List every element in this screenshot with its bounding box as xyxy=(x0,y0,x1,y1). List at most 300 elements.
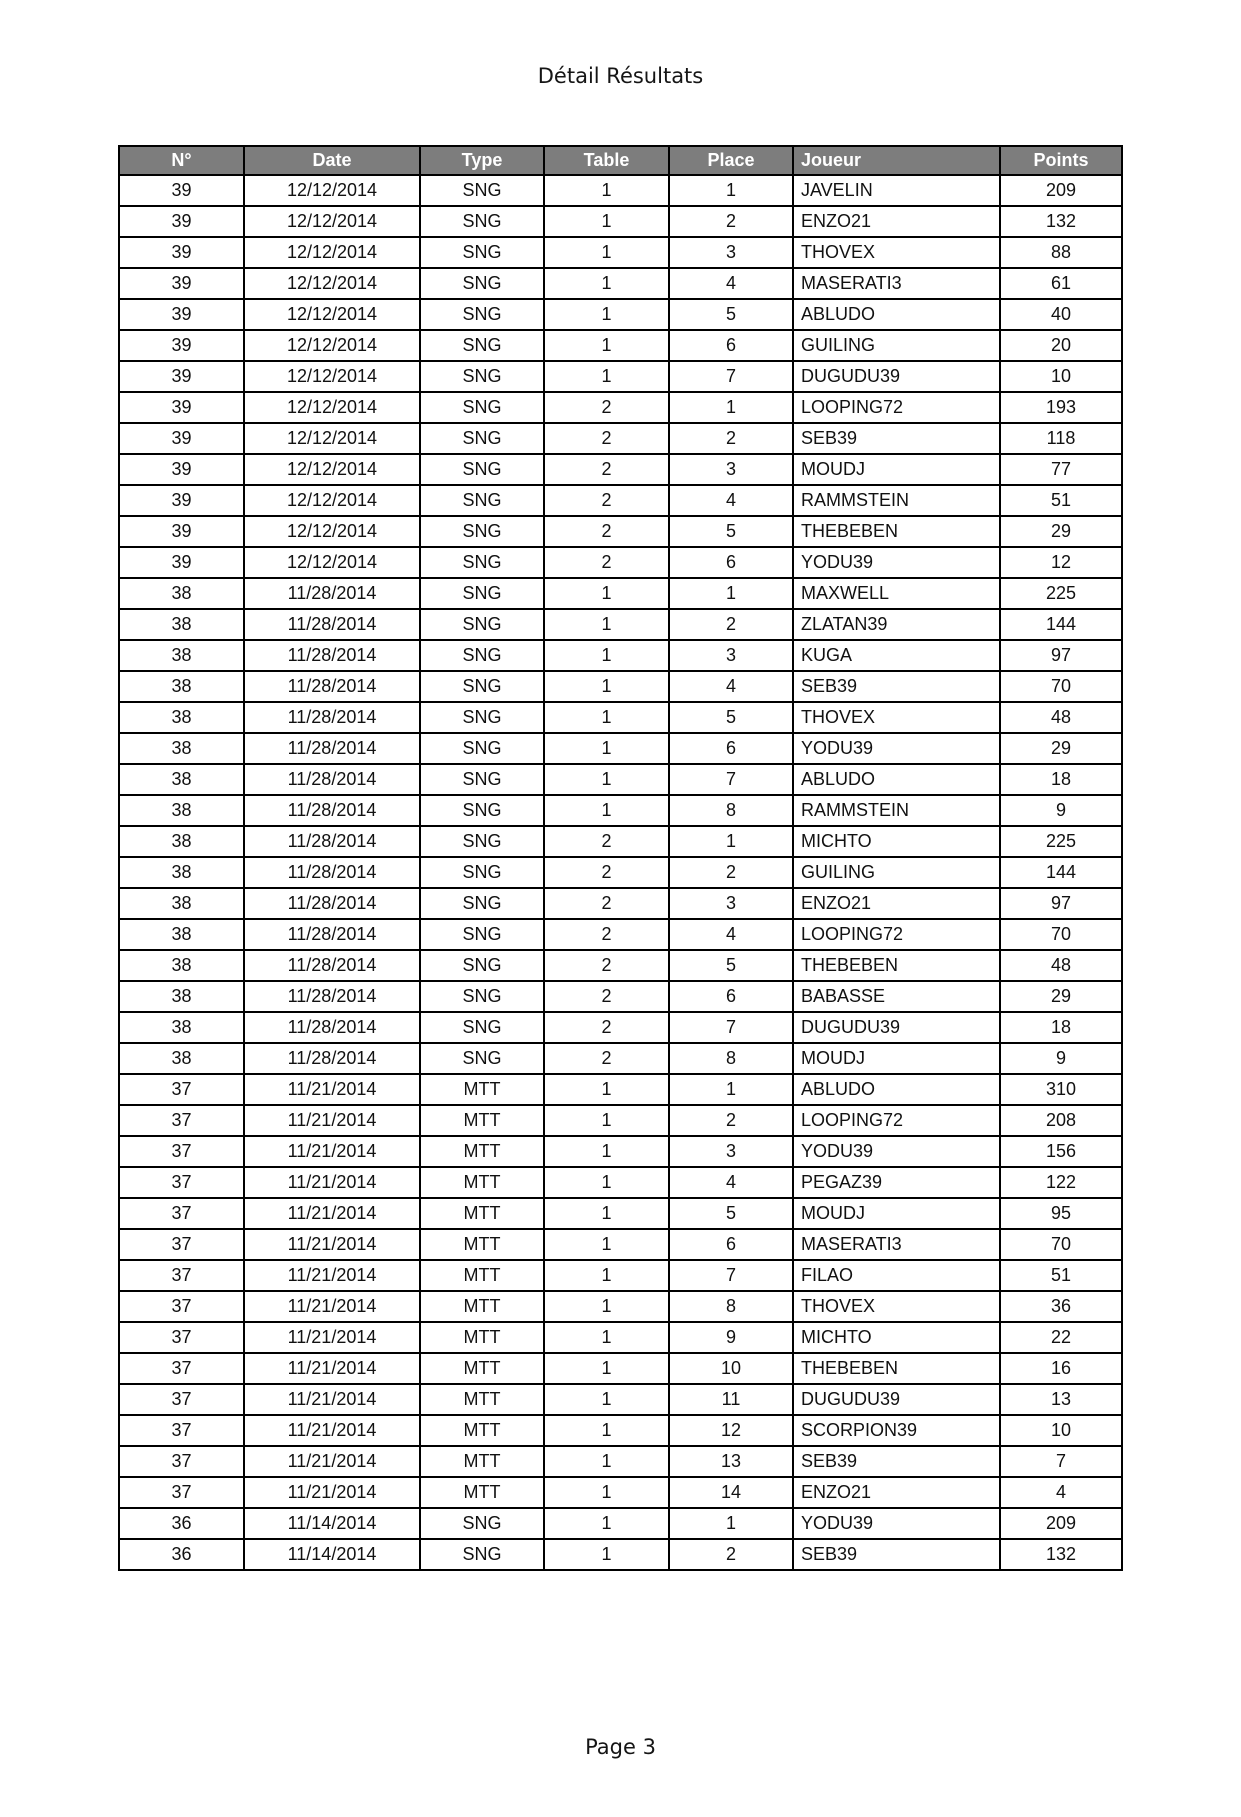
cell-table: 1 xyxy=(544,1167,669,1198)
table-row xyxy=(119,609,1122,640)
cell-place: 7 xyxy=(669,361,793,392)
cell-type: SNG xyxy=(420,826,544,857)
cell-table: 2 xyxy=(544,857,669,888)
cell-table: 1 xyxy=(544,1446,669,1477)
cell-type: SNG xyxy=(420,1012,544,1043)
cell-points: 95 xyxy=(1000,1198,1122,1229)
cell-date: 11/28/2014 xyxy=(244,764,420,795)
cell-points: 9 xyxy=(1000,795,1122,826)
table-row xyxy=(119,981,1122,1012)
cell-points: 97 xyxy=(1000,888,1122,919)
cell-table: 1 xyxy=(544,764,669,795)
cell-num: 37 xyxy=(119,1415,244,1446)
table-row xyxy=(119,1136,1122,1167)
cell-points: 61 xyxy=(1000,268,1122,299)
cell-num: 38 xyxy=(119,733,244,764)
cell-date: 12/12/2014 xyxy=(244,454,420,485)
cell-joueur: GUILING xyxy=(793,330,1000,361)
cell-table: 2 xyxy=(544,1043,669,1074)
cell-joueur: FILAO xyxy=(793,1260,1000,1291)
cell-points: 29 xyxy=(1000,981,1122,1012)
cell-num: 39 xyxy=(119,361,244,392)
cell-table: 2 xyxy=(544,423,669,454)
table-row xyxy=(119,206,1122,237)
cell-joueur: BABASSE xyxy=(793,981,1000,1012)
page-footer: Page 3 xyxy=(585,1735,656,1759)
cell-type: MTT xyxy=(420,1291,544,1322)
cell-date: 11/21/2014 xyxy=(244,1260,420,1291)
cell-type: MTT xyxy=(420,1136,544,1167)
cell-joueur: YODU39 xyxy=(793,547,1000,578)
cell-type: SNG xyxy=(420,206,544,237)
cell-joueur: ABLUDO xyxy=(793,764,1000,795)
cell-place: 1 xyxy=(669,1508,793,1539)
column-header-num: N° xyxy=(119,146,244,175)
table-row xyxy=(119,299,1122,330)
cell-joueur: THOVEX xyxy=(793,1291,1000,1322)
cell-table: 1 xyxy=(544,1322,669,1353)
cell-points: 193 xyxy=(1000,392,1122,423)
cell-joueur: RAMMSTEIN xyxy=(793,795,1000,826)
cell-num: 38 xyxy=(119,671,244,702)
cell-place: 12 xyxy=(669,1415,793,1446)
cell-num: 38 xyxy=(119,640,244,671)
cell-date: 11/21/2014 xyxy=(244,1415,420,1446)
cell-type: SNG xyxy=(420,857,544,888)
cell-num: 38 xyxy=(119,578,244,609)
cell-type: SNG xyxy=(420,1539,544,1570)
cell-points: 48 xyxy=(1000,702,1122,733)
table-row xyxy=(119,1384,1122,1415)
cell-points: 12 xyxy=(1000,547,1122,578)
cell-points: 18 xyxy=(1000,1012,1122,1043)
page-title: Détail Résultats xyxy=(537,64,704,88)
cell-joueur: SEB39 xyxy=(793,423,1000,454)
cell-type: SNG xyxy=(420,454,544,485)
cell-points: 48 xyxy=(1000,950,1122,981)
cell-num: 39 xyxy=(119,485,244,516)
cell-date: 12/12/2014 xyxy=(244,361,420,392)
cell-place: 3 xyxy=(669,454,793,485)
cell-joueur: THEBEBEN xyxy=(793,516,1000,547)
cell-date: 11/21/2014 xyxy=(244,1384,420,1415)
cell-table: 1 xyxy=(544,1508,669,1539)
column-header-table: Table xyxy=(544,146,669,175)
cell-table: 1 xyxy=(544,1198,669,1229)
cell-place: 6 xyxy=(669,733,793,764)
cell-place: 11 xyxy=(669,1384,793,1415)
cell-type: SNG xyxy=(420,237,544,268)
cell-num: 38 xyxy=(119,857,244,888)
column-header-points: Points xyxy=(1000,146,1122,175)
cell-joueur: MASERATI3 xyxy=(793,268,1000,299)
table-row xyxy=(119,1508,1122,1539)
cell-num: 37 xyxy=(119,1198,244,1229)
table-row xyxy=(119,1291,1122,1322)
cell-type: SNG xyxy=(420,361,544,392)
cell-num: 37 xyxy=(119,1291,244,1322)
cell-joueur: KUGA xyxy=(793,640,1000,671)
cell-num: 39 xyxy=(119,454,244,485)
cell-table: 2 xyxy=(544,919,669,950)
cell-table: 1 xyxy=(544,1229,669,1260)
cell-type: SNG xyxy=(420,1043,544,1074)
cell-table: 1 xyxy=(544,237,669,268)
cell-num: 39 xyxy=(119,330,244,361)
cell-table: 1 xyxy=(544,361,669,392)
cell-joueur: THEBEBEN xyxy=(793,950,1000,981)
cell-num: 39 xyxy=(119,237,244,268)
cell-joueur: LOOPING72 xyxy=(793,1105,1000,1136)
cell-type: SNG xyxy=(420,330,544,361)
cell-num: 38 xyxy=(119,950,244,981)
cell-place: 5 xyxy=(669,1198,793,1229)
cell-type: SNG xyxy=(420,1508,544,1539)
cell-place: 5 xyxy=(669,702,793,733)
cell-type: MTT xyxy=(420,1384,544,1415)
cell-table: 1 xyxy=(544,330,669,361)
table-row xyxy=(119,175,1122,206)
column-header-date: Date xyxy=(244,146,420,175)
cell-joueur: DUGUDU39 xyxy=(793,1012,1000,1043)
cell-date: 11/21/2014 xyxy=(244,1198,420,1229)
cell-place: 8 xyxy=(669,1291,793,1322)
cell-place: 1 xyxy=(669,1074,793,1105)
table-row xyxy=(119,547,1122,578)
cell-joueur: ENZO21 xyxy=(793,888,1000,919)
cell-table: 1 xyxy=(544,1415,669,1446)
table-row xyxy=(119,950,1122,981)
cell-type: SNG xyxy=(420,671,544,702)
cell-date: 11/21/2014 xyxy=(244,1446,420,1477)
cell-type: MTT xyxy=(420,1105,544,1136)
table-row xyxy=(119,1229,1122,1260)
cell-date: 11/28/2014 xyxy=(244,578,420,609)
cell-num: 38 xyxy=(119,795,244,826)
cell-num: 38 xyxy=(119,1012,244,1043)
cell-joueur: YODU39 xyxy=(793,1508,1000,1539)
cell-table: 1 xyxy=(544,702,669,733)
cell-points: 310 xyxy=(1000,1074,1122,1105)
cell-place: 8 xyxy=(669,1043,793,1074)
cell-date: 11/28/2014 xyxy=(244,733,420,764)
table-body xyxy=(119,175,1122,1570)
cell-joueur: MICHTO xyxy=(793,826,1000,857)
cell-place: 5 xyxy=(669,516,793,547)
cell-type: MTT xyxy=(420,1322,544,1353)
table-row xyxy=(119,1012,1122,1043)
table-row xyxy=(119,237,1122,268)
table-row xyxy=(119,733,1122,764)
cell-table: 2 xyxy=(544,1012,669,1043)
cell-date: 11/21/2014 xyxy=(244,1477,420,1508)
cell-type: SNG xyxy=(420,640,544,671)
cell-table: 2 xyxy=(544,981,669,1012)
cell-date: 11/28/2014 xyxy=(244,950,420,981)
cell-type: MTT xyxy=(420,1415,544,1446)
table-row xyxy=(119,423,1122,454)
cell-joueur: GUILING xyxy=(793,857,1000,888)
cell-joueur: LOOPING72 xyxy=(793,919,1000,950)
cell-points: 122 xyxy=(1000,1167,1122,1198)
table-row xyxy=(119,1260,1122,1291)
cell-num: 37 xyxy=(119,1105,244,1136)
cell-joueur: THOVEX xyxy=(793,702,1000,733)
cell-date: 11/21/2014 xyxy=(244,1229,420,1260)
cell-points: 51 xyxy=(1000,1260,1122,1291)
cell-joueur: JAVELIN xyxy=(793,175,1000,206)
table-row xyxy=(119,764,1122,795)
table-row xyxy=(119,1198,1122,1229)
cell-table: 1 xyxy=(544,1353,669,1384)
cell-type: SNG xyxy=(420,516,544,547)
cell-place: 2 xyxy=(669,1539,793,1570)
cell-place: 4 xyxy=(669,485,793,516)
cell-date: 11/21/2014 xyxy=(244,1322,420,1353)
table-row xyxy=(119,1043,1122,1074)
cell-points: 13 xyxy=(1000,1384,1122,1415)
cell-num: 39 xyxy=(119,423,244,454)
cell-place: 13 xyxy=(669,1446,793,1477)
cell-type: SNG xyxy=(420,423,544,454)
table-row xyxy=(119,826,1122,857)
cell-table: 1 xyxy=(544,1260,669,1291)
cell-date: 12/12/2014 xyxy=(244,485,420,516)
cell-table: 2 xyxy=(544,950,669,981)
cell-num: 37 xyxy=(119,1446,244,1477)
cell-type: MTT xyxy=(420,1198,544,1229)
cell-date: 12/12/2014 xyxy=(244,423,420,454)
table-row xyxy=(119,702,1122,733)
table-row xyxy=(119,671,1122,702)
cell-points: 209 xyxy=(1000,175,1122,206)
cell-table: 2 xyxy=(544,485,669,516)
cell-points: 51 xyxy=(1000,485,1122,516)
cell-type: SNG xyxy=(420,609,544,640)
cell-place: 1 xyxy=(669,175,793,206)
cell-type: MTT xyxy=(420,1477,544,1508)
cell-joueur: MAXWELL xyxy=(793,578,1000,609)
cell-num: 38 xyxy=(119,609,244,640)
table-row xyxy=(119,578,1122,609)
cell-type: SNG xyxy=(420,485,544,516)
cell-num: 38 xyxy=(119,764,244,795)
cell-points: 22 xyxy=(1000,1322,1122,1353)
cell-type: SNG xyxy=(420,702,544,733)
cell-num: 37 xyxy=(119,1477,244,1508)
cell-table: 1 xyxy=(544,640,669,671)
cell-table: 1 xyxy=(544,609,669,640)
table-row xyxy=(119,330,1122,361)
cell-type: SNG xyxy=(420,268,544,299)
table-row xyxy=(119,1353,1122,1384)
cell-joueur: ABLUDO xyxy=(793,1074,1000,1105)
cell-place: 6 xyxy=(669,1229,793,1260)
cell-type: SNG xyxy=(420,733,544,764)
cell-points: 118 xyxy=(1000,423,1122,454)
cell-points: 70 xyxy=(1000,1229,1122,1260)
cell-joueur: PEGAZ39 xyxy=(793,1167,1000,1198)
cell-num: 37 xyxy=(119,1074,244,1105)
cell-place: 4 xyxy=(669,671,793,702)
cell-table: 2 xyxy=(544,392,669,423)
cell-place: 7 xyxy=(669,1260,793,1291)
cell-points: 208 xyxy=(1000,1105,1122,1136)
cell-place: 1 xyxy=(669,392,793,423)
table-header xyxy=(119,146,1122,175)
cell-place: 3 xyxy=(669,237,793,268)
cell-type: SNG xyxy=(420,919,544,950)
table-header-row xyxy=(119,146,1122,175)
cell-place: 10 xyxy=(669,1353,793,1384)
cell-place: 6 xyxy=(669,330,793,361)
cell-place: 7 xyxy=(669,764,793,795)
cell-points: 144 xyxy=(1000,609,1122,640)
cell-joueur: ABLUDO xyxy=(793,299,1000,330)
cell-date: 11/28/2014 xyxy=(244,640,420,671)
cell-date: 11/21/2014 xyxy=(244,1291,420,1322)
cell-date: 11/21/2014 xyxy=(244,1105,420,1136)
cell-points: 4 xyxy=(1000,1477,1122,1508)
cell-points: 225 xyxy=(1000,578,1122,609)
cell-date: 11/28/2014 xyxy=(244,1043,420,1074)
cell-place: 6 xyxy=(669,981,793,1012)
cell-date: 11/21/2014 xyxy=(244,1074,420,1105)
cell-points: 156 xyxy=(1000,1136,1122,1167)
cell-num: 36 xyxy=(119,1539,244,1570)
cell-points: 97 xyxy=(1000,640,1122,671)
cell-points: 36 xyxy=(1000,1291,1122,1322)
table-row xyxy=(119,1446,1122,1477)
cell-points: 209 xyxy=(1000,1508,1122,1539)
cell-place: 5 xyxy=(669,950,793,981)
cell-table: 1 xyxy=(544,1291,669,1322)
table-row xyxy=(119,640,1122,671)
cell-date: 11/28/2014 xyxy=(244,702,420,733)
table-row xyxy=(119,1477,1122,1508)
cell-points: 20 xyxy=(1000,330,1122,361)
table-row xyxy=(119,454,1122,485)
cell-num: 37 xyxy=(119,1322,244,1353)
table-row xyxy=(119,268,1122,299)
cell-type: MTT xyxy=(420,1353,544,1384)
cell-date: 11/21/2014 xyxy=(244,1136,420,1167)
cell-joueur: SEB39 xyxy=(793,671,1000,702)
cell-num: 39 xyxy=(119,392,244,423)
cell-table: 1 xyxy=(544,1136,669,1167)
cell-place: 2 xyxy=(669,206,793,237)
cell-table: 1 xyxy=(544,1384,669,1415)
cell-table: 1 xyxy=(544,671,669,702)
cell-num: 38 xyxy=(119,888,244,919)
cell-table: 1 xyxy=(544,268,669,299)
cell-joueur: ENZO21 xyxy=(793,1477,1000,1508)
cell-num: 38 xyxy=(119,1043,244,1074)
cell-joueur: ZLATAN39 xyxy=(793,609,1000,640)
cell-place: 5 xyxy=(669,299,793,330)
cell-joueur: SEB39 xyxy=(793,1446,1000,1477)
cell-type: SNG xyxy=(420,888,544,919)
cell-table: 1 xyxy=(544,733,669,764)
cell-type: MTT xyxy=(420,1260,544,1291)
cell-joueur: MICHTO xyxy=(793,1322,1000,1353)
cell-place: 2 xyxy=(669,609,793,640)
cell-place: 3 xyxy=(669,888,793,919)
cell-num: 39 xyxy=(119,547,244,578)
cell-date: 12/12/2014 xyxy=(244,206,420,237)
cell-table: 1 xyxy=(544,578,669,609)
table-row xyxy=(119,1539,1122,1570)
cell-num: 37 xyxy=(119,1167,244,1198)
cell-num: 37 xyxy=(119,1353,244,1384)
cell-points: 77 xyxy=(1000,454,1122,485)
cell-num: 39 xyxy=(119,268,244,299)
cell-num: 38 xyxy=(119,826,244,857)
cell-type: SNG xyxy=(420,981,544,1012)
cell-place: 6 xyxy=(669,547,793,578)
column-header-joueur: Joueur xyxy=(793,146,1000,175)
cell-date: 12/12/2014 xyxy=(244,392,420,423)
cell-points: 88 xyxy=(1000,237,1122,268)
cell-num: 38 xyxy=(119,981,244,1012)
cell-type: SNG xyxy=(420,299,544,330)
cell-num: 39 xyxy=(119,175,244,206)
cell-joueur: MOUDJ xyxy=(793,1043,1000,1074)
cell-table: 2 xyxy=(544,888,669,919)
cell-place: 2 xyxy=(669,423,793,454)
cell-date: 11/28/2014 xyxy=(244,1012,420,1043)
cell-date: 12/12/2014 xyxy=(244,547,420,578)
cell-place: 9 xyxy=(669,1322,793,1353)
cell-joueur: LOOPING72 xyxy=(793,392,1000,423)
cell-joueur: THOVEX xyxy=(793,237,1000,268)
cell-date: 11/28/2014 xyxy=(244,826,420,857)
cell-num: 39 xyxy=(119,516,244,547)
cell-date: 12/12/2014 xyxy=(244,299,420,330)
cell-table: 1 xyxy=(544,1105,669,1136)
cell-date: 11/28/2014 xyxy=(244,919,420,950)
table-row xyxy=(119,1105,1122,1136)
table-row xyxy=(119,361,1122,392)
cell-joueur: RAMMSTEIN xyxy=(793,485,1000,516)
cell-table: 1 xyxy=(544,206,669,237)
cell-num: 37 xyxy=(119,1260,244,1291)
cell-joueur: MASERATI3 xyxy=(793,1229,1000,1260)
cell-points: 29 xyxy=(1000,733,1122,764)
cell-date: 11/21/2014 xyxy=(244,1353,420,1384)
table-row xyxy=(119,1074,1122,1105)
cell-type: MTT xyxy=(420,1167,544,1198)
cell-table: 1 xyxy=(544,175,669,206)
cell-joueur: THEBEBEN xyxy=(793,1353,1000,1384)
cell-points: 18 xyxy=(1000,764,1122,795)
cell-date: 12/12/2014 xyxy=(244,175,420,206)
cell-place: 2 xyxy=(669,1105,793,1136)
table-row xyxy=(119,857,1122,888)
table-row xyxy=(119,485,1122,516)
cell-place: 7 xyxy=(669,1012,793,1043)
cell-points: 132 xyxy=(1000,206,1122,237)
cell-num: 39 xyxy=(119,206,244,237)
cell-date: 11/14/2014 xyxy=(244,1508,420,1539)
cell-num: 38 xyxy=(119,919,244,950)
results-table xyxy=(118,145,1123,1571)
cell-type: SNG xyxy=(420,175,544,206)
cell-points: 29 xyxy=(1000,516,1122,547)
cell-type: SNG xyxy=(420,795,544,826)
table-row xyxy=(119,888,1122,919)
cell-num: 36 xyxy=(119,1508,244,1539)
